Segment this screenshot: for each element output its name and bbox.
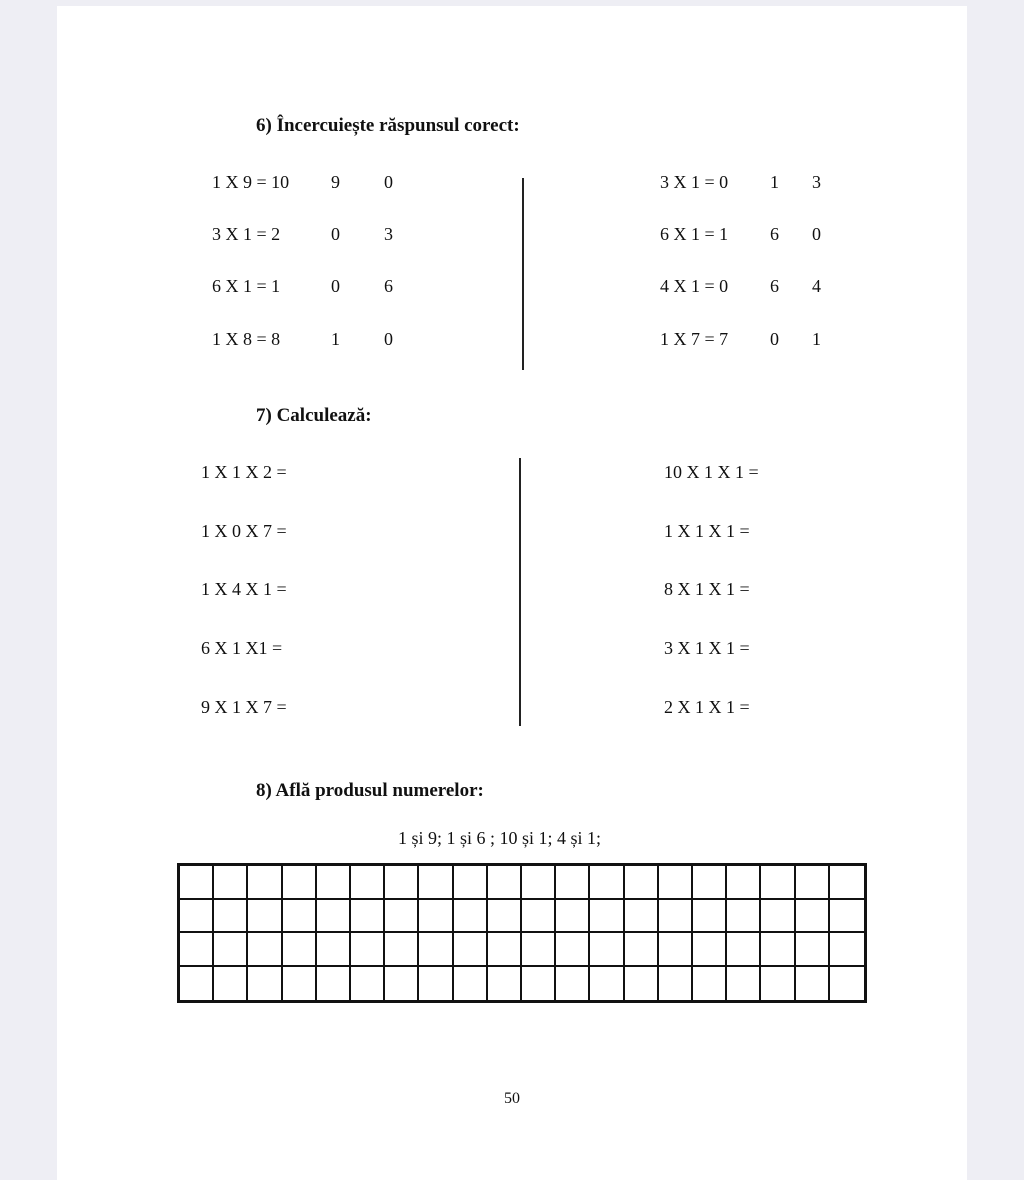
grid-cell[interactable]: [454, 866, 488, 900]
s6-right-opt-a-2[interactable]: 6: [770, 224, 779, 244]
s6-right-opt-a-3[interactable]: 6: [770, 276, 779, 296]
grid-cell[interactable]: [214, 933, 248, 967]
s6-left-opt-a-4[interactable]: 1: [331, 329, 340, 349]
grid-cell[interactable]: [590, 900, 624, 934]
grid-cell[interactable]: [214, 900, 248, 934]
grid-cell[interactable]: [283, 933, 317, 967]
grid-cell[interactable]: [556, 900, 590, 934]
grid-cell[interactable]: [317, 900, 351, 934]
grid-cell[interactable]: [488, 933, 522, 967]
s6-right-eq-1: 3 X 1 = 0: [660, 172, 729, 192]
grid-cell[interactable]: [419, 967, 453, 1001]
s7-left-expr-5: 9 X 1 X 7 =: [201, 697, 287, 717]
grid-cell[interactable]: [248, 866, 282, 900]
grid-cell[interactable]: [693, 967, 727, 1001]
grid-cell[interactable]: [522, 900, 556, 934]
s7-right-expr-2: 1 X 1 X 1 =: [664, 521, 750, 541]
page-number: 50: [504, 1090, 520, 1107]
s6-left-opt-a-2[interactable]: 0: [331, 224, 340, 244]
s8-number-pairs: 1 și 9; 1 și 6 ; 10 și 1; 4 și 1;: [398, 828, 602, 848]
s6-right-opt-b-3[interactable]: 4: [812, 276, 821, 296]
grid-cell[interactable]: [830, 967, 864, 1001]
grid-cell[interactable]: [796, 866, 830, 900]
s6-left-eq-1: 1 X 9 = 10: [212, 172, 290, 192]
s7-left-expr-1: 1 X 1 X 2 =: [201, 462, 287, 482]
grid-cell[interactable]: [317, 933, 351, 967]
grid-cell[interactable]: [488, 967, 522, 1001]
section-6-title: 6) Încercuiește răspunsul corect:: [256, 115, 520, 136]
s6-left-eq-3: 6 X 1 = 1: [212, 276, 281, 296]
grid-cell[interactable]: [214, 866, 248, 900]
grid-cell[interactable]: [556, 933, 590, 967]
grid-cell[interactable]: [693, 866, 727, 900]
s6-right-opt-a-4[interactable]: 0: [770, 329, 779, 349]
grid-cell[interactable]: [454, 933, 488, 967]
s6-right-opt-b-2[interactable]: 0: [812, 224, 821, 244]
grid-cell[interactable]: [796, 933, 830, 967]
grid-cell[interactable]: [659, 900, 693, 934]
grid-cell[interactable]: [693, 933, 727, 967]
s6-right-opt-b-1[interactable]: 3: [812, 172, 821, 192]
grid-cell[interactable]: [796, 967, 830, 1001]
grid-cell[interactable]: [283, 967, 317, 1001]
grid-cell[interactable]: [761, 967, 795, 1001]
grid-cell[interactable]: [693, 900, 727, 934]
grid-cell[interactable]: [351, 933, 385, 967]
grid-cell[interactable]: [180, 967, 214, 1001]
grid-cell[interactable]: [590, 967, 624, 1001]
grid-cell[interactable]: [385, 933, 419, 967]
s7-column-divider: [519, 458, 521, 726]
grid-cell[interactable]: [248, 933, 282, 967]
s6-left-opt-b-4[interactable]: 0: [384, 329, 393, 349]
s7-left-expr-4: 6 X 1 X1 =: [201, 638, 283, 658]
s6-left-opt-b-2[interactable]: 3: [384, 224, 393, 244]
grid-cell[interactable]: [625, 866, 659, 900]
grid-cell[interactable]: [180, 933, 214, 967]
s6-left-eq-2: 3 X 1 = 2: [212, 224, 281, 244]
grid-cell[interactable]: [283, 866, 317, 900]
grid-cell[interactable]: [419, 866, 453, 900]
grid-cell[interactable]: [761, 933, 795, 967]
grid-cell[interactable]: [385, 866, 419, 900]
grid-cell[interactable]: [727, 967, 761, 1001]
grid-cell[interactable]: [625, 933, 659, 967]
grid-cell[interactable]: [659, 866, 693, 900]
s7-left-expr-3: 1 X 4 X 1 =: [201, 579, 287, 599]
s6-left-opt-b-3[interactable]: 6: [384, 276, 393, 296]
grid-cell[interactable]: [522, 933, 556, 967]
grid-cell[interactable]: [556, 866, 590, 900]
grid-cell[interactable]: [180, 900, 214, 934]
grid-cell[interactable]: [488, 866, 522, 900]
grid-cell[interactable]: [317, 866, 351, 900]
grid-cell[interactable]: [590, 933, 624, 967]
grid-cell[interactable]: [761, 900, 795, 934]
grid-cell[interactable]: [248, 967, 282, 1001]
grid-cell[interactable]: [796, 900, 830, 934]
grid-cell[interactable]: [556, 967, 590, 1001]
s7-right-expr-1: 10 X 1 X 1 =: [664, 462, 759, 482]
grid-cell[interactable]: [590, 866, 624, 900]
grid-cell[interactable]: [419, 933, 453, 967]
grid-cell[interactable]: [625, 900, 659, 934]
s6-right-eq-3: 4 X 1 = 0: [660, 276, 729, 296]
grid-cell[interactable]: [830, 900, 864, 934]
grid-cell[interactable]: [454, 900, 488, 934]
grid-cell[interactable]: [830, 866, 864, 900]
grid-cell[interactable]: [659, 967, 693, 1001]
grid-cell[interactable]: [727, 900, 761, 934]
grid-cell[interactable]: [625, 967, 659, 1001]
grid-cell[interactable]: [385, 967, 419, 1001]
grid-cell[interactable]: [248, 900, 282, 934]
section-7-title: 7) Calculează:: [256, 405, 372, 426]
s7-right-expr-4: 3 X 1 X 1 =: [664, 638, 750, 658]
s6-left-opt-b-1[interactable]: 0: [384, 172, 393, 192]
grid-cell[interactable]: [522, 967, 556, 1001]
grid-cell[interactable]: [283, 900, 317, 934]
s6-column-divider: [522, 178, 524, 370]
s6-left-eq-4: 1 X 8 = 8: [212, 329, 281, 349]
grid-cell[interactable]: [761, 866, 795, 900]
s6-left-opt-a-3[interactable]: 0: [331, 276, 340, 296]
s6-right-opt-a-1[interactable]: 1: [770, 172, 779, 192]
worksheet-page: [57, 6, 967, 1180]
section-8-title: 8) Află produsul numerelor:: [256, 780, 484, 801]
grid-cell[interactable]: [351, 866, 385, 900]
answer-grid[interactable]: [177, 863, 867, 1003]
grid-cell[interactable]: [454, 967, 488, 1001]
grid-cell[interactable]: [727, 866, 761, 900]
grid-cell[interactable]: [488, 900, 522, 934]
grid-cell[interactable]: [830, 933, 864, 967]
grid-cell[interactable]: [727, 933, 761, 967]
grid-cell[interactable]: [522, 866, 556, 900]
grid-cell[interactable]: [659, 933, 693, 967]
grid-cell[interactable]: [351, 967, 385, 1001]
grid-cell[interactable]: [351, 900, 385, 934]
s6-right-eq-4: 1 X 7 = 7: [660, 329, 729, 349]
grid-cell[interactable]: [180, 866, 214, 900]
grid-cell[interactable]: [317, 967, 351, 1001]
s6-right-eq-2: 6 X 1 = 1: [660, 224, 729, 244]
s6-left-opt-a-1[interactable]: 9: [331, 172, 340, 192]
s7-right-expr-3: 8 X 1 X 1 =: [664, 579, 750, 599]
grid-cell[interactable]: [214, 967, 248, 1001]
s7-left-expr-2: 1 X 0 X 7 =: [201, 521, 287, 541]
s7-right-expr-5: 2 X 1 X 1 =: [664, 697, 750, 717]
s6-right-opt-b-4[interactable]: 1: [812, 329, 821, 349]
grid-cell[interactable]: [419, 900, 453, 934]
grid-cell[interactable]: [385, 900, 419, 934]
